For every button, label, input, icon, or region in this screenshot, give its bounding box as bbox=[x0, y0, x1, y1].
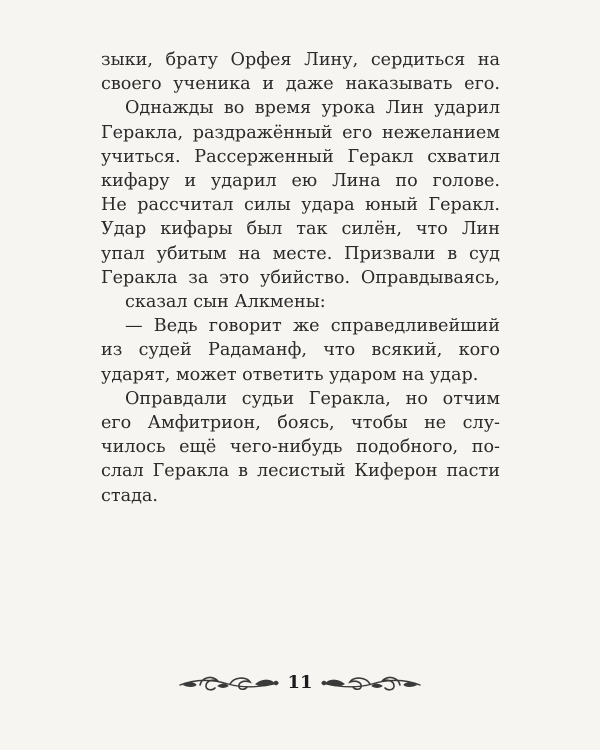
paragraph-1 bbox=[101, 48, 500, 314]
text-line: своего ученика и даже наказывать его. bbox=[101, 74, 500, 95]
page-number: 11 bbox=[287, 672, 313, 693]
text-line: слал Геракла в лесистый Киферон пасти bbox=[101, 461, 500, 482]
text-line: стада. bbox=[101, 485, 158, 506]
text-line: чилось ещё чего-нибудь подобного, по- bbox=[101, 437, 500, 458]
flourish-ornament-icon bbox=[320, 673, 422, 695]
paragraph-2 bbox=[101, 314, 500, 387]
text-line: его Амфитрион, боясь, чтобы не слу- bbox=[101, 413, 500, 434]
text-line: упал убитым на месте. Призвали в суд bbox=[101, 243, 500, 264]
text-line: Не рассчитал силы удара юный Геракл. bbox=[101, 195, 500, 216]
text-line: Оправдали судьи Геракла, но отчим bbox=[125, 388, 500, 409]
text-line: зыки, брату Орфея Лину, сердиться на bbox=[101, 50, 500, 70]
text-line: Геракла, раздражённый его нежеланием bbox=[101, 122, 500, 143]
body-text bbox=[101, 48, 500, 508]
paragraph-3 bbox=[101, 387, 500, 508]
flourish-ornament-icon bbox=[178, 673, 280, 695]
text-line: Удар кифары был так силён, что Лин bbox=[101, 219, 500, 240]
text-line: из судей Радаманф, что всякий, кого bbox=[101, 340, 500, 361]
text-line: ударят, может ответить ударом на удар. bbox=[101, 364, 479, 385]
text-line: учиться. Рассерженный Геракл схватил bbox=[101, 146, 500, 167]
text-line: кифару и ударил ею Лина по голове. bbox=[101, 171, 500, 192]
text-line: — Ведь говорит же справедливейший bbox=[125, 316, 500, 337]
text-line: сказал сын Алкмены: bbox=[125, 292, 326, 313]
text-line: Геракла за это убийство. Оправдываясь, bbox=[101, 267, 500, 288]
text-line: Однажды во время урока Лин ударил bbox=[125, 98, 500, 119]
page-footer bbox=[0, 669, 600, 699]
